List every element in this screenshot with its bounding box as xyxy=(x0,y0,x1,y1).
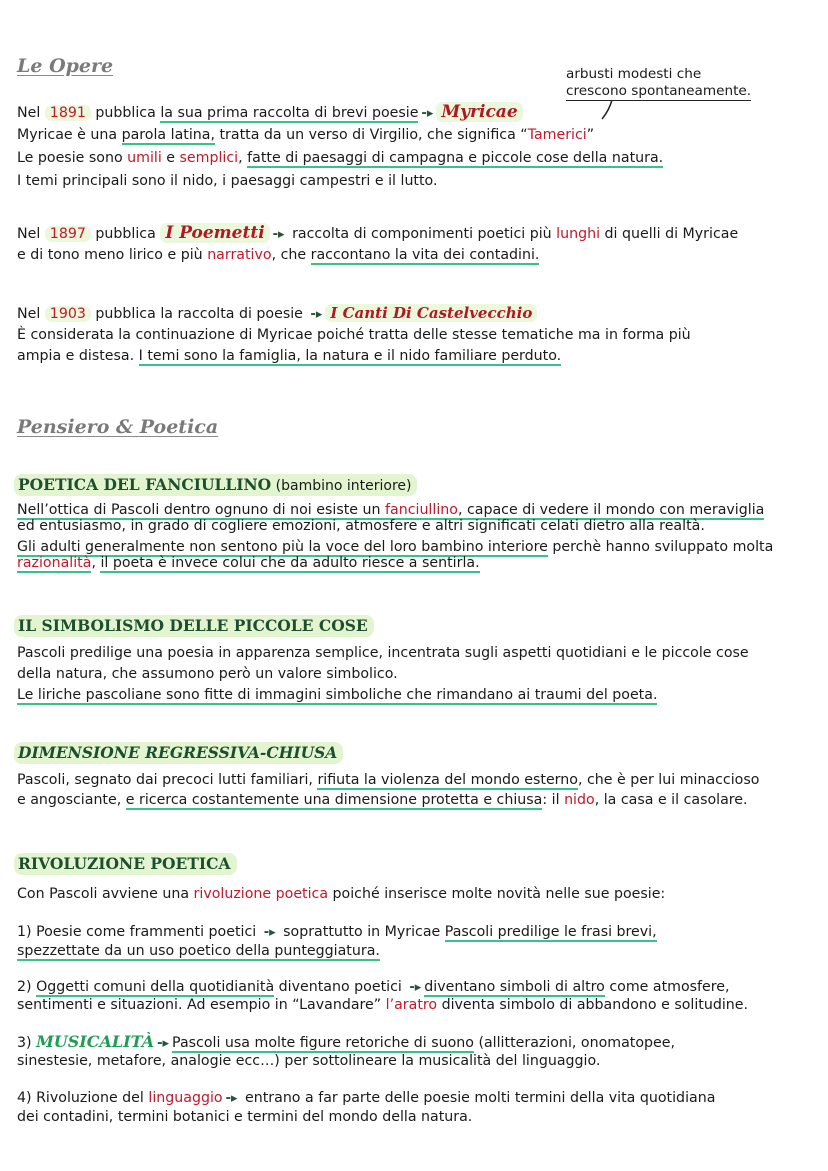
arrow-icon: -▸ xyxy=(310,307,323,322)
section-title-opere: Le Opere xyxy=(17,55,114,77)
arrow-icon: -▸ xyxy=(272,227,285,242)
rivoluzione-item-1-line-2: spezzettate da un uso poetico della punteggiatura. xyxy=(17,943,380,959)
year-1903: 1903 xyxy=(45,306,91,322)
regressiva-line-1: Pascoli, segnato dai precoci lutti familiari, rifiuta la violenza del mondo esterno, che è per lui minaccioso xyxy=(17,772,760,788)
rivoluzione-item-3-line-1: 3) MUSICALITÀ -▸ Pascoli usa molte figure retoriche di suono (allitterazioni, onomatopee, xyxy=(17,1032,675,1051)
canti-line-3: ampia e distesa. I temi sono la famiglia, la natura e il nido familiare perduto. xyxy=(17,348,562,364)
myricae-line-1: Nel 1891 pubblica la sua prima raccolta di brevi poesie -▸ Myricae xyxy=(17,102,523,124)
canti-line-1: Nel 1903 pubblica la raccolta di poesie -▸ I Canti Di Castelvecchio xyxy=(17,303,537,325)
rivoluzione-item-2-line-1: 2) Oggetti comuni della quotidianità diventano poetici -▸ diventano simboli di altro come atmosfere, xyxy=(17,979,730,995)
regressiva-line-2: e angosciante, e ricerca costantemente una dimensione protetta e chiusa: il nido, la casa e il casolare. xyxy=(17,792,748,808)
simbolismo-line-1: Pascoli predilige una poesia in apparenza semplice, incentrata sugli aspetti quotidiani e le piccole cose xyxy=(17,645,749,661)
year-1891: 1891 xyxy=(45,105,91,121)
fanciullino-line-4: razionalità, il poeta è invece colui che da adulto riesce a sentirla. xyxy=(17,555,480,571)
rivoluzione-item-1-line-1: 1) Poesie come frammenti poetici -▸ soprattutto in Myricae Pascoli predilige le frasi brevi, xyxy=(17,924,657,940)
simbolismo-line-2: della natura, che assumono però un valore simbolico. xyxy=(17,666,398,682)
simbolismo-line-3: Le liriche pascoliane sono fitte di immagini simboliche che rimandano ai traumi del poeta. xyxy=(17,687,658,703)
title-myricae: Myricae xyxy=(436,102,522,122)
title-poemetti: I Poemetti xyxy=(160,223,269,243)
canti-line-2: È considerata la continuazione di Myricae poiché tratta delle stesse tematiche ma in forma più xyxy=(17,327,691,343)
arrow-icon: -▸ xyxy=(409,980,422,995)
arrow-icon: -▸ xyxy=(157,1036,170,1051)
year-1897: 1897 xyxy=(45,226,91,242)
header-simbolismo: IL SIMBOLISMO DELLE PICCOLE COSE xyxy=(14,615,374,637)
rivoluzione-item-4-line-1: 4) Rivoluzione del linguaggio -▸ entrano a far parte delle poesie molti termini della vita quotidiana xyxy=(17,1090,716,1106)
fanciullino-line-3: Gli adulti generalmente non sentono più la voce del loro bambino interiore perchè hanno sviluppato molta xyxy=(17,539,774,555)
header-fanciullino: POETICA DEL FANCIULLINO (bambino interiore) xyxy=(14,474,417,496)
rivoluzione-intro: Con Pascoli avviene una rivoluzione poetica poiché inserisce molte novità nelle sue poesie: xyxy=(17,886,666,902)
title-canti: I Canti Di Castelvecchio xyxy=(325,304,537,322)
annotation-line-2: cresconο spontaneamente. xyxy=(566,83,752,99)
rivoluzione-item-3-line-2: sinestesie, metafore, analogie ecc…) per sottolineare la musicalità del linguaggio. xyxy=(17,1053,601,1069)
annotation-pointer xyxy=(598,98,618,122)
header-regressiva: DIMENSIONE REGRESSIVA-CHIUSA xyxy=(14,742,343,764)
arrow-icon: -▸ xyxy=(421,106,434,121)
rivoluzione-item-4-line-2: dei contadini, termini botanici e termini del mondo della natura. xyxy=(17,1109,473,1125)
fanciullino-line-2: ed entusiasmo, in grado di cogliere emozioni, atmosfere e altri significati celati dietro alla realtà. xyxy=(17,518,705,534)
poemetti-line-2: e di tono meno lirico e più narrativo, che raccontano la vita dei contadini. xyxy=(17,247,540,263)
myricae-line-3: Le poesie sono umili e semplici, fatte di paesaggi di campagna e piccole cose della natura. xyxy=(17,150,664,166)
title-musicalita: MUSICALITÀ xyxy=(36,1032,155,1051)
annotation-line-1: arbusti modesti che xyxy=(566,66,702,82)
poemetti-line-1: Nel 1897 pubblica I Poemetti -▸ raccolta di componimenti poetici più lunghi di quelli di Myricae xyxy=(17,223,739,243)
arrow-icon: -▸ xyxy=(225,1091,238,1106)
rivoluzione-item-2-line-2: sentimenti e situazioni. Ad esempio in “Lavandare” l’aratro diventa simbolo di abbandono e solitudine. xyxy=(17,997,749,1013)
fanciullino-line-1: Nell’ottica di Pascoli dentro ognuno di noi esiste un fanciullino, capace di vedere il mondo con meraviglia xyxy=(17,502,765,518)
myricae-line-4: I temi principali sono il nido, i paesaggi campestri e il lutto. xyxy=(17,173,438,189)
header-rivoluzione: RIVOLUZIONE POETICA xyxy=(14,853,237,875)
myricae-line-2: Myricae è una parola latina, tratta da un verso di Virgilio, che significa “Tamerici” xyxy=(17,127,595,143)
section-title-pensiero: Pensiero & Poetica xyxy=(17,416,219,438)
arrow-icon: -▸ xyxy=(263,925,276,940)
margin-annotation xyxy=(566,66,751,101)
